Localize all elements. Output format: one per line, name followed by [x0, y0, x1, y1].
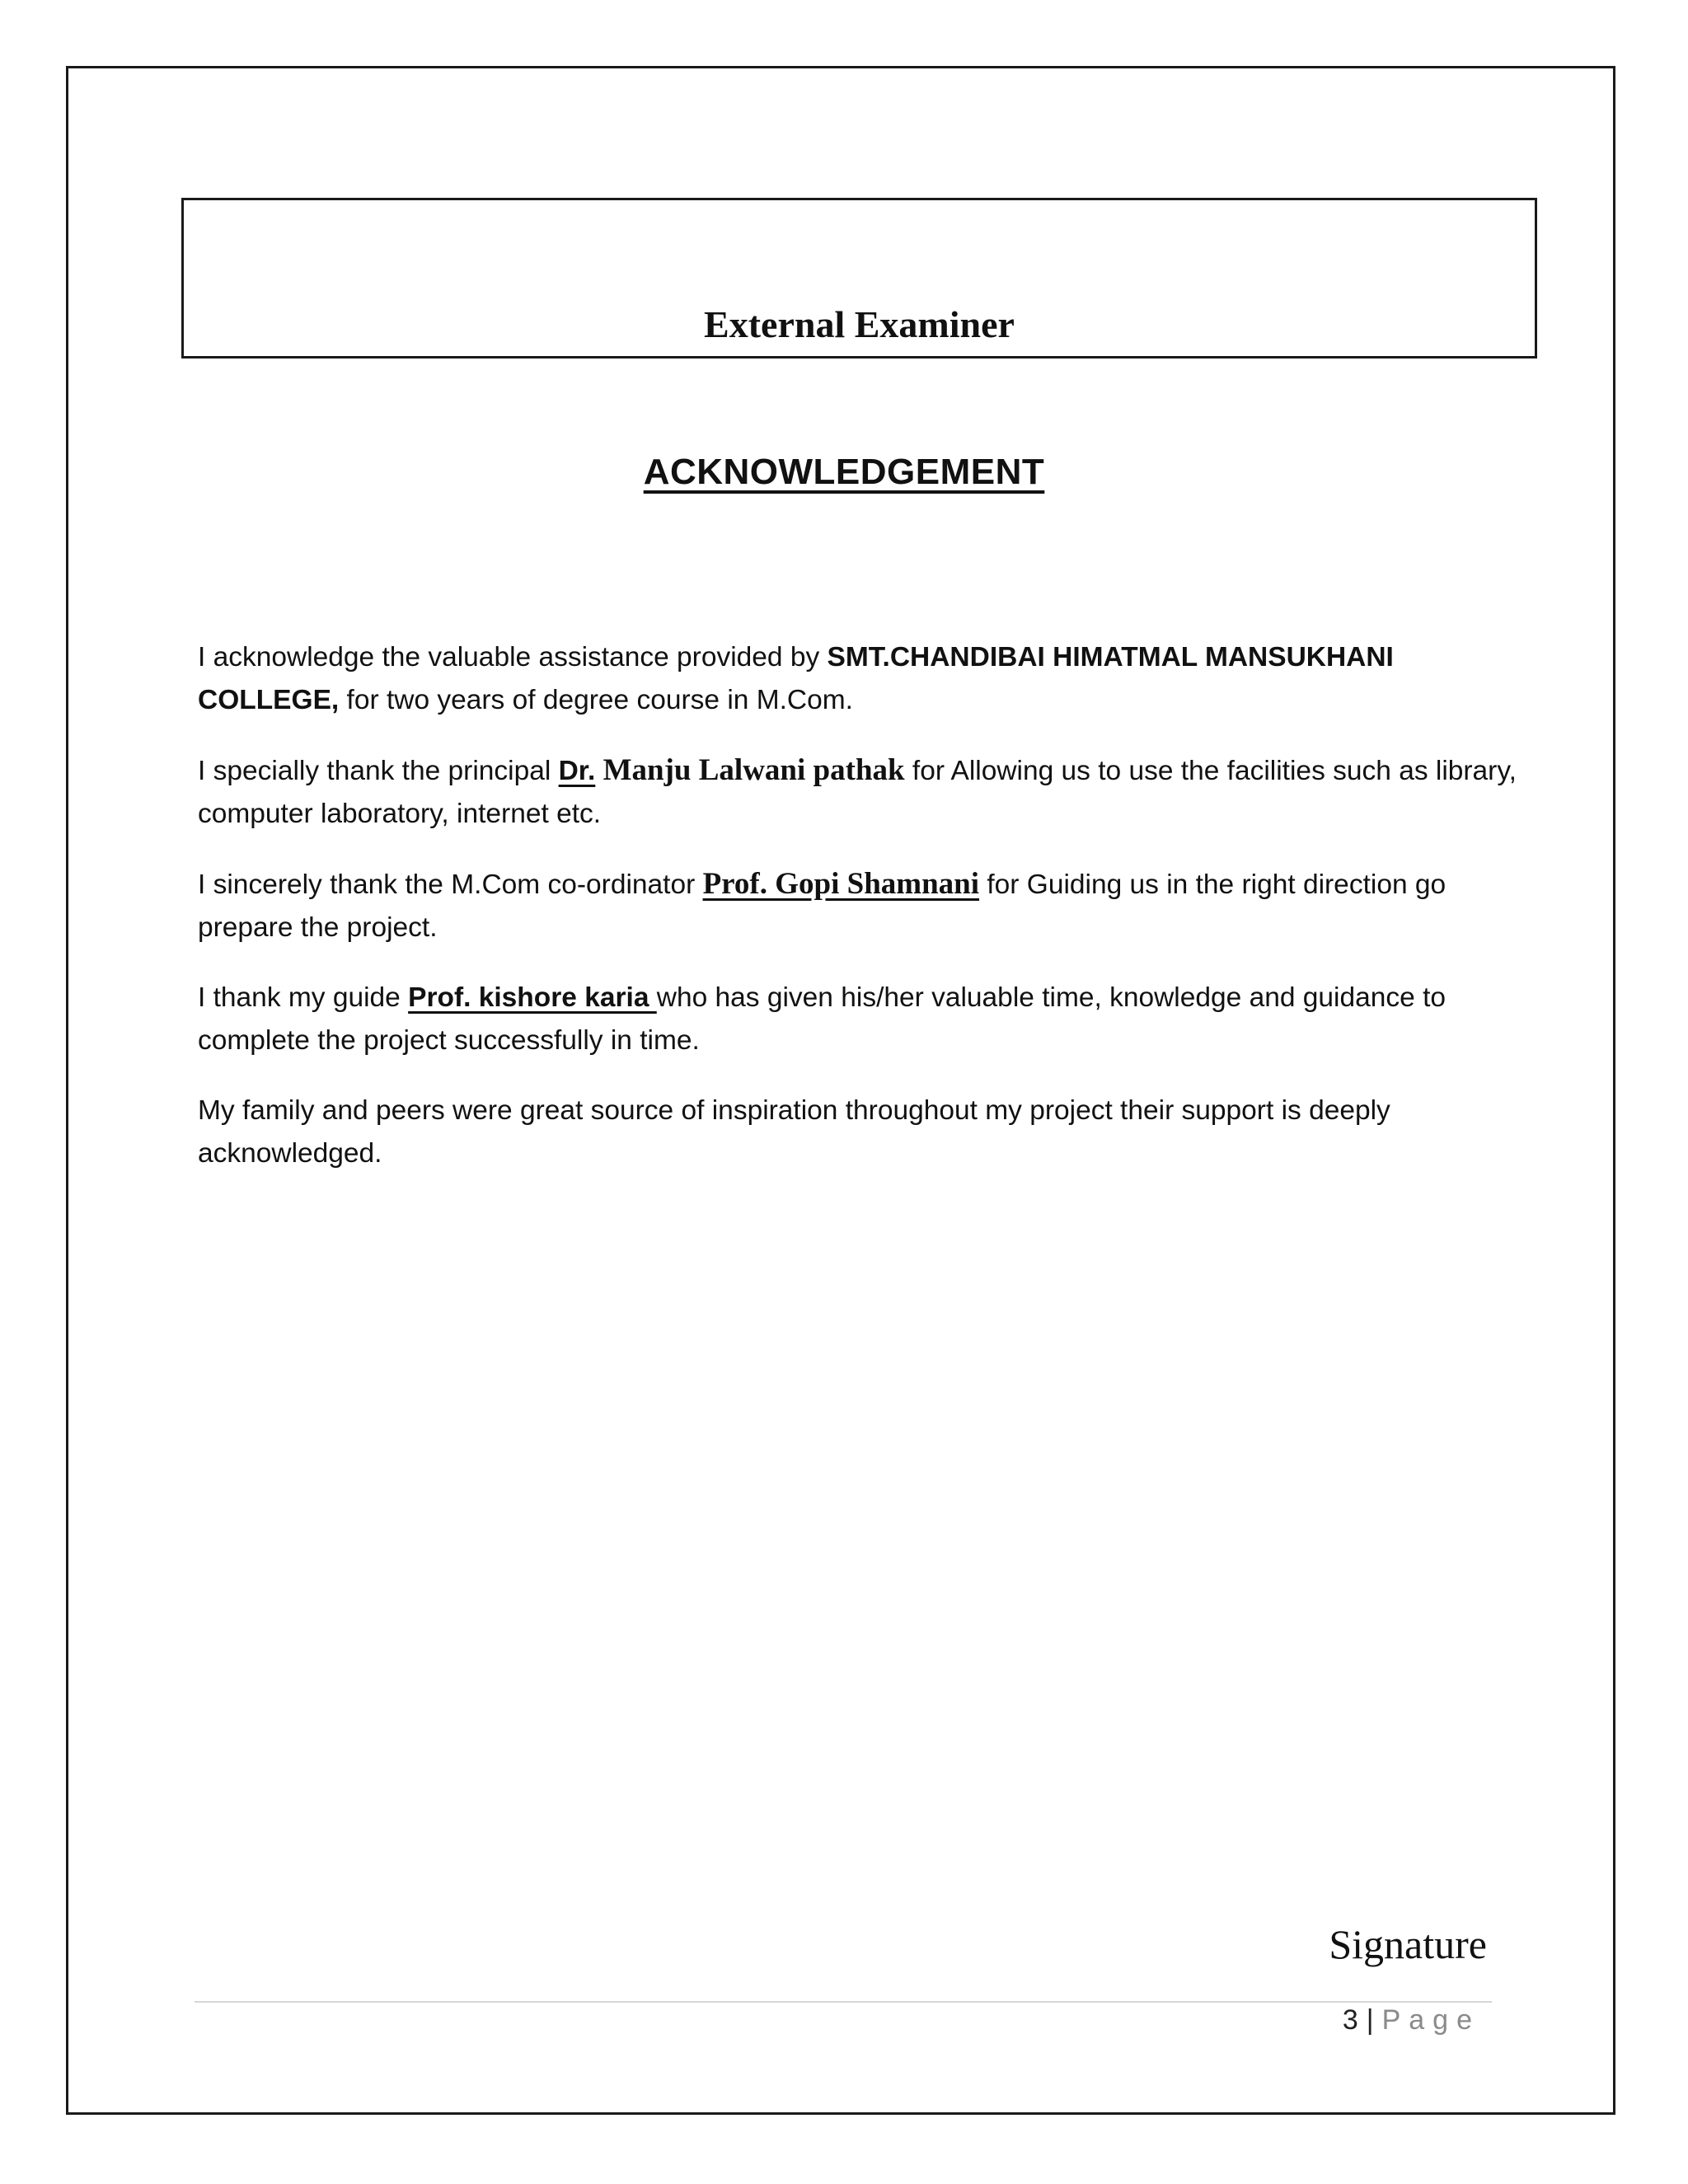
paragraph-family: My family and peers were great source of inspiration throughout my project their support is deeply acknowledged.	[198, 1095, 1390, 1169]
coordinator-name: Prof. Gopi Shamnani	[702, 867, 980, 901]
page-word: Page	[1381, 2004, 1480, 2036]
paragraph-college	[198, 636, 1533, 722]
text-run: who has given his/her valuable time, knowledge and guidance to complete the project successfully in time.	[198, 982, 1447, 1056]
page-number: 3	[1342, 2004, 1358, 2036]
guide-name: Prof. kishore karia	[408, 982, 657, 1013]
footer-separator: |	[1366, 2004, 1374, 2036]
principal-name: Manju Lalwani pathak	[603, 753, 905, 787]
principal-title: Dr.	[558, 756, 596, 786]
text-run: for Guiding us in the right direction go prepare the project.	[198, 869, 1447, 943]
paragraph-coordinator	[198, 863, 1533, 949]
signature-label: Signature	[1329, 1921, 1487, 1967]
page-footer	[1343, 2004, 1480, 2036]
external-examiner-box	[181, 198, 1537, 359]
text-run: I specially thank the principal	[198, 756, 559, 786]
paragraph-principal	[198, 749, 1533, 836]
paragraph-guide	[198, 977, 1533, 1062]
footer-divider	[195, 2001, 1492, 2003]
page-title: ACKNOWLEDGEMENT	[643, 452, 1045, 492]
text-run: I thank my guide	[198, 982, 409, 1013]
text-run: for two years of degree course in M.Com.	[339, 685, 853, 715]
college-name: SMT.CHANDIBAI HIMATMAL MANSUKHANI COLLEGE,	[198, 642, 1394, 715]
acknowledgement-body	[198, 636, 1533, 1202]
text-run: I sincerely thank the M.Com co-ordinator	[198, 869, 703, 900]
external-examiner-label: External Examiner	[704, 303, 1015, 345]
text-run: I acknowledge the valuable assistance provided by	[198, 642, 828, 673]
text-run: for Allowing us to use the facilities such as library, computer laboratory, internet etc.	[198, 756, 1517, 829]
